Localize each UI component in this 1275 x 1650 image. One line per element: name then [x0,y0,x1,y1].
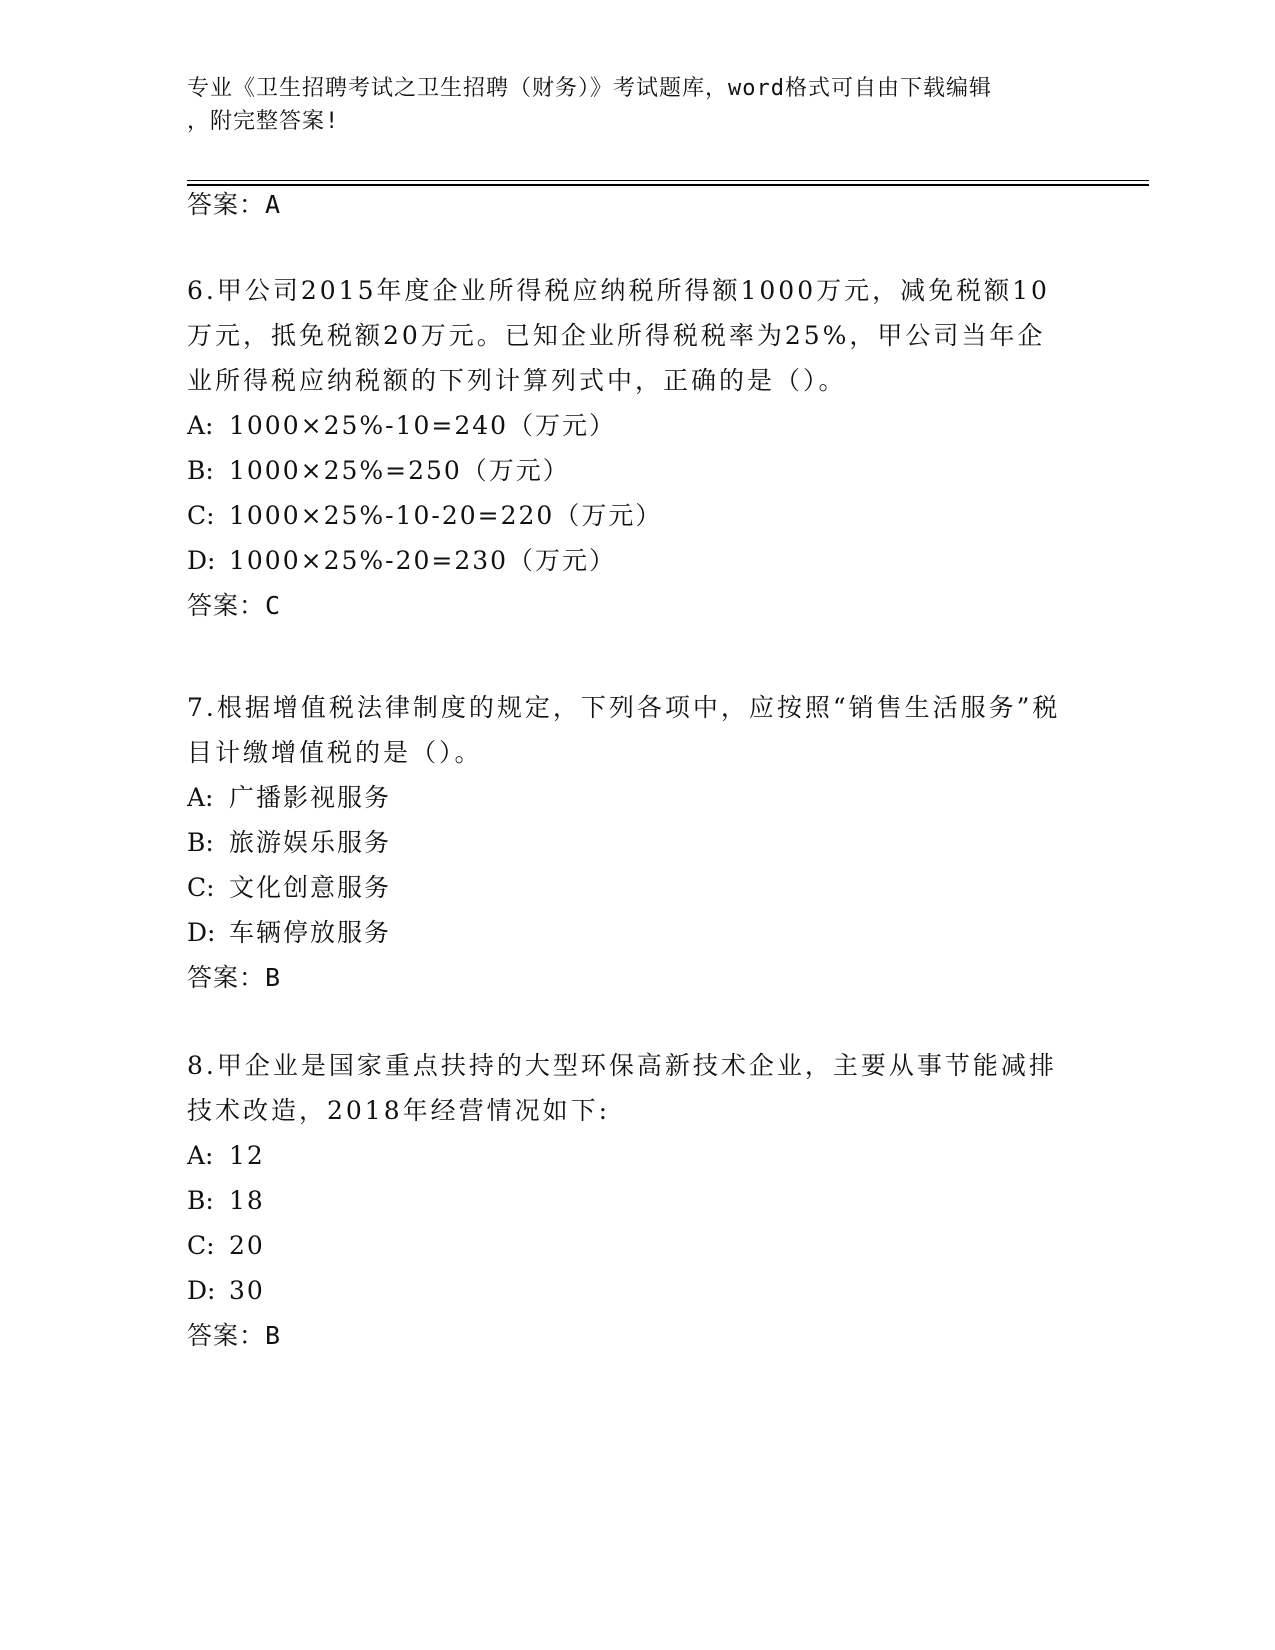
option-b [187,1178,1067,1223]
header-line-1: 专业《卫生招聘考试之卫生招聘（财务）》考试题库，word格式可自由下载编辑 [187,76,992,101]
option-letter: A: [187,411,214,440]
question-stem: 7.根据增值税法律制度的规定，下列各项中，应按照“销售生活服务”税目计缴增值税的是（）。 [187,693,1061,767]
question-6 [187,268,1067,623]
option-letter: B: [187,456,214,485]
option-text: 文化创意服务 [229,873,392,902]
option-text: 1000×25%-10-20=220（万元） [229,501,663,530]
option-text: 车辆停放服务 [229,918,392,947]
answer-previous: 答案：A [187,190,282,219]
header-divider-thick [187,184,1149,186]
option-letter: A: [187,783,214,812]
option-c [187,865,1067,910]
option-text: 旅游娱乐服务 [229,828,392,857]
option-c [187,493,1067,538]
option-letter: C: [187,501,215,530]
option-text: 广播影视服务 [229,783,392,812]
option-letter: B: [187,828,214,857]
option-d [187,1268,1067,1313]
question-stem: 8.甲企业是国家重点扶持的大型环保高新技术企业，主要从事节能减排技术改造，2018年经营情况如下: [187,1051,1057,1125]
answer: 答案：C [187,591,282,620]
question-7 [187,685,1067,995]
option-d [187,538,1067,583]
option-text: 20 [229,1231,265,1260]
option-letter: C: [187,1231,215,1260]
question-8 [187,1043,1067,1353]
option-letter: A: [187,1141,214,1170]
option-text: 12 [229,1141,265,1170]
answer: 答案：B [187,1321,282,1350]
option-letter: D: [187,1276,216,1305]
option-a [187,1133,1067,1178]
option-letter: D: [187,546,216,575]
option-b [187,820,1067,865]
option-a [187,403,1067,448]
option-letter: D: [187,918,216,947]
option-d [187,910,1067,955]
option-a [187,775,1067,820]
option-c [187,1223,1067,1268]
header-line-2: ，附完整答案! [187,109,340,134]
option-text: 1000×25%-10=240（万元） [229,411,617,440]
answer: 答案：B [187,963,282,992]
option-b [187,448,1067,493]
question-stem: 6.甲公司2015年度企业所得税应纳税所得额1000万元，减免税额10万元，抵免税额20万元。已知企业所得税税率为25%，甲公司当年企业所得税应纳税额的下列计算列式中，正确的是（）。 [187,276,1050,395]
header-divider-thin [187,180,1149,181]
option-letter: B: [187,1186,214,1215]
option-text: 30 [229,1276,265,1305]
option-text: 1000×25%=250（万元） [229,456,570,485]
option-text: 1000×25%-20=230（万元） [229,546,617,575]
option-letter: C: [187,873,215,902]
option-text: 18 [229,1186,265,1215]
document-header [187,72,1067,138]
